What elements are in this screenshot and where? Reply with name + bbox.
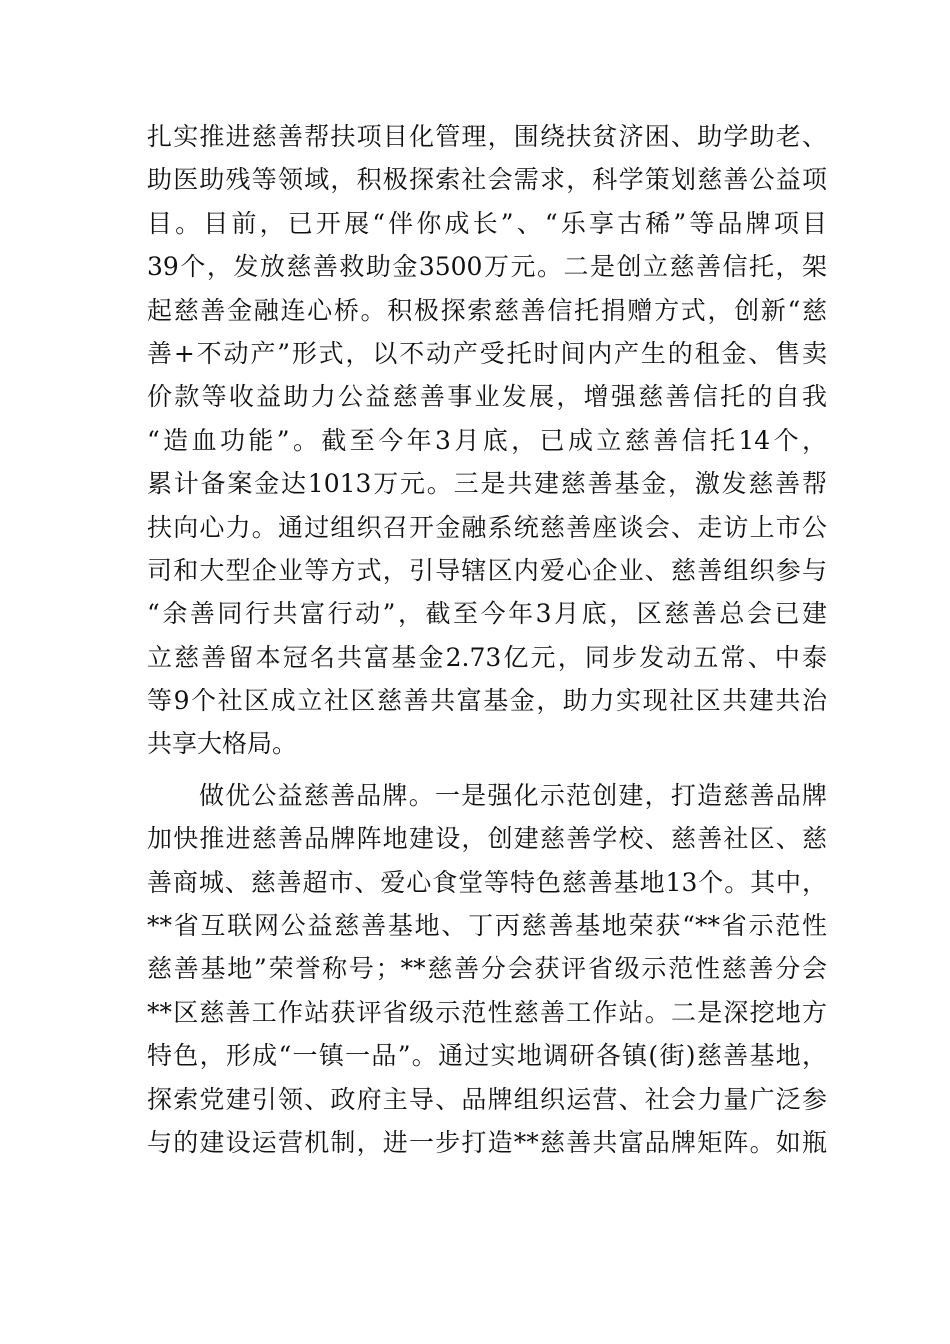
text-line: 扎实推进慈善帮扶项目化管理，围绕扶贫济困、助学助老、: [147, 122, 827, 151]
text-line: 等9个社区成立社区慈善共富基金，助力实现社区共建共治: [147, 686, 827, 716]
text-line: 加快推进慈善品牌阵地建设，创建慈善学校、慈善社区、慈: [147, 824, 827, 854]
text-line: 价款等收益助力公益慈善事业发展，增强慈善信托的自我: [147, 382, 827, 412]
text-line: 起慈善金融连心桥。积极探索慈善信托捐赠方式，创新“慈: [147, 295, 827, 325]
text-line: 做优公益慈善品牌。一是强化示范创建，打造慈善品牌: [199, 780, 827, 810]
text-line: 助医助残等领域，积极探索社会需求，科学策划慈善公益项: [147, 165, 827, 195]
paragraph-spacer: [147, 766, 827, 774]
body-text: [147, 115, 827, 1164]
text-line: “造血功能”。截至今年3月底，已成立慈善信托14个，: [147, 425, 827, 455]
text-line: 扶向心力。通过组织召开金融系统慈善座谈会、走访上市公: [147, 512, 827, 542]
text-line: 特色，形成“一镇一品”。通过实地调研各镇(街)慈善基地，: [147, 1041, 827, 1071]
text-line: 与的建设运营机制，进一步打造**慈善共富品牌矩阵。如瓶: [147, 1127, 827, 1157]
text-line: 立慈善留本冠名共富基金2.73亿元，同步发动五常、中泰: [147, 642, 827, 672]
text-line: **省互联网公益慈善基地、丁丙慈善基地荣获“**省示范性: [147, 911, 827, 941]
paragraph-2: [147, 774, 827, 1165]
text-line: 共享大格局。: [147, 729, 298, 759]
text-line: 目。目前，已开展“伴你成长”、“乐享古稀”等品牌项目: [147, 208, 827, 238]
text-line: 累计备案金达1013万元。三是共建慈善基金，激发慈善帮: [147, 469, 827, 499]
text-line: **区慈善工作站获评省级示范性慈善工作站。二是深挖地方: [147, 997, 827, 1027]
text-line: 探索党建引领、政府主导、品牌组织运营、社会力量广泛参: [147, 1084, 827, 1114]
text-line: 司和大型企业等方式，引导辖区内爱心企业、慈善组织参与: [147, 555, 827, 585]
text-line: 善+不动产”形式，以不动产受托时间内产生的租金、售卖: [147, 338, 827, 368]
paragraph-1: [147, 115, 827, 766]
text-line: 善商城、慈善超市、爱心食堂等特色慈善基地13个。其中，: [147, 867, 827, 897]
text-line: “余善同行共富行动”，截至今年3月底，区慈善总会已建: [147, 599, 827, 629]
text-line: 慈善基地”荣誉称号；**慈善分会获评省级示范性慈善分会: [147, 954, 827, 984]
text-line: 39个，发放慈善救助金3500万元。二是创立慈善信托，架: [147, 252, 827, 282]
